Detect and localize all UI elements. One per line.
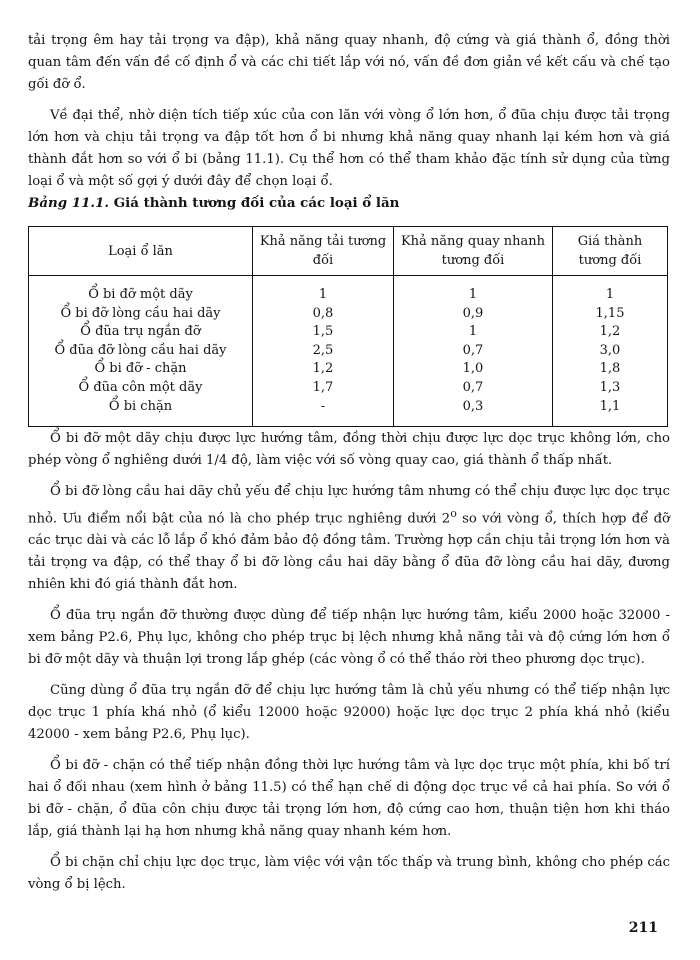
body-paragraph-5: Ổ bi đỡ - chặn có thể tiếp nhận đồng thời lực hướng tâm và lực dọc trục một phía, khi bố trí hai ổ đối nhau (xem hình ở bảng 11.5) có thể hạn chế di động dọc trục về cả hai phía. So với ổ bi đỡ - chặn, ổ đũa côn chịu được tải trọng lớn hơn, độ cứng cao hơn, thuận tiện hơn khi tháo lắp, giá thành lại hạ hơn nhưng khả năng quay nhanh kém hơn. bbox=[28, 758, 670, 840]
body-paragraph-4: Cũng dùng ổ đũa trụ ngắn đỡ để chịu lực hướng tâm là chủ yếu nhưng có thể tiếp nhận lực dọc trục 1 phía khá nhỏ (ổ kiểu 12000 hoặc 92000) hoặc lực dọc trục 2 phía khá nhỏ (kiểu 42000 - xem bảng P2.6, Phụ lục). bbox=[28, 683, 670, 743]
price-cell: 1 bbox=[605, 287, 615, 302]
degree-mark: o bbox=[450, 507, 457, 520]
header-speed: Khả năng quay nhanh tương đối bbox=[394, 227, 553, 276]
price-cell: 1,8 bbox=[599, 361, 621, 377]
price-cell: 1,15 bbox=[595, 305, 625, 321]
load-cell: 0,8 bbox=[312, 305, 334, 321]
intro-paragraph-2: Về đại thể, nhờ diện tích tiếp xúc của con lăn với vòng ổ lớn hơn, ổ đũa chịu được tải trọng lớn hơn và chịu tải trọng va đập tốt hơn ổ bi nhưng khả năng quay nhanh lại kém hơn và giá thành đắt hơn so với ổ bi (bảng 11.1). Cụ thể hơn có thể tham khảo đặc tính sử dụng của từng loại ổ và một số gợi ý dưới đây để chọn loại ổ. bbox=[28, 108, 670, 189]
load-cell: - bbox=[320, 398, 326, 414]
table-caption-label: Bảng 11.1. bbox=[28, 195, 110, 211]
body-paragraph-2-a: Ổ bi đỡ lòng cầu hai dãy chủ yếu để chịu lực hướng tâm nhưng có thể chịu được lực dọc trục nhỏ. Ưu điểm nổi bật của nó là cho phép trục nghiêng dưới 2 bbox=[28, 484, 670, 527]
type-cell: Ổ bi đỡ một dãy bbox=[88, 287, 193, 302]
header-type: Loại ổ lăn bbox=[29, 227, 253, 276]
header-load: Khả năng tải tương đối bbox=[253, 227, 394, 276]
speed-cell: 1,0 bbox=[462, 361, 484, 377]
page-number: 211 bbox=[628, 920, 658, 936]
load-cell: 2,5 bbox=[312, 342, 334, 358]
load-cell: 1,5 bbox=[312, 324, 334, 340]
col-speed bbox=[394, 276, 553, 427]
table-caption bbox=[28, 195, 399, 211]
col-types bbox=[29, 276, 253, 427]
speed-cell: 0,9 bbox=[462, 305, 484, 321]
intro-section bbox=[28, 30, 670, 202]
speed-cell: 1 bbox=[468, 324, 478, 340]
body-paragraph-2 bbox=[28, 481, 670, 596]
table-body-row bbox=[29, 276, 668, 427]
price-cell: 1,1 bbox=[599, 398, 621, 414]
price-cell: 1,2 bbox=[599, 324, 621, 340]
speed-cell: 0,3 bbox=[462, 398, 484, 414]
body-paragraph-6: Ổ bi chặn chỉ chịu lực dọc trục, làm việc với vận tốc thấp và trung bình, không cho phép các vòng ổ bị lệch. bbox=[28, 855, 670, 893]
price-cell: 3,0 bbox=[599, 342, 621, 358]
intro-paragraph-1: tải trọng êm hay tải trọng va đập), khả năng quay nhanh, độ cứng và giá thành ổ, đồng thời quan tâm đến vấn đề cố định ổ và các chi tiết lắp với nó, vấn đề đơn giản về kết cấu và chế tạo gối đỡ ổ. bbox=[28, 33, 670, 92]
col-price bbox=[553, 276, 668, 427]
type-cell: Ổ đũa trụ ngắn đỡ bbox=[80, 324, 201, 340]
col-load bbox=[253, 276, 394, 427]
table-header-row bbox=[29, 227, 668, 276]
body-paragraph-3: Ổ đũa trụ ngắn đỡ thường được dùng để tiếp nhận lực hướng tâm, kiểu 2000 hoặc 32000 - xem bảng P2.6, Phụ lục, không cho phép trục bị lệch nhưng khả năng tải và độ cứng lớn hơn ổ bi đỡ một dãy và thuận lợi trong lắp ghép (các vòng ổ có thể tháo rời theo phương dọc trục). bbox=[28, 608, 670, 668]
load-cell: 1 bbox=[318, 287, 328, 302]
price-cell: 1,3 bbox=[599, 379, 621, 395]
table-caption-title: Giá thành tương đối của các loại ổ lăn bbox=[113, 195, 400, 211]
load-cell: 1,7 bbox=[312, 379, 334, 395]
type-cell: Ổ bi đỡ - chặn bbox=[94, 361, 187, 377]
bearing-table bbox=[28, 226, 668, 427]
type-cell: Ổ bi đỡ lòng cầu hai dãy bbox=[60, 305, 221, 321]
speed-cell: 1 bbox=[468, 287, 478, 302]
body-paragraph-1: Ổ bi đỡ một dãy chịu được lực hướng tâm, đồng thời chịu được lực dọc trục không lớn, cho phép vòng ổ nghiêng dưới 1/4 độ, làm việc với số vòng quay cao, giá thành ổ thấp nhất. bbox=[28, 431, 670, 468]
body-paragraph-2-b: so với vòng ổ, thích hợp để đỡ các trục dài và các lỗ lắp ổ khó đảm bảo độ đồng tâm. Trường hợp cần chịu tải trọng lớn hơn và tải trọng va đập, có thể thay ổ bi đỡ lòng cầu hai dãy bằng ổ đũa đỡ lòng cầu hai dãy, đương nhiên khi đó giá thành đắt hơn. bbox=[28, 511, 670, 593]
load-cell: 1,2 bbox=[312, 361, 334, 377]
type-cell: Ổ bi chặn bbox=[108, 398, 173, 414]
header-price: Giá thành tương đối bbox=[553, 227, 668, 276]
body-section bbox=[28, 428, 670, 905]
type-cell: Ổ đũa côn một dãy bbox=[78, 379, 203, 395]
speed-cell: 0,7 bbox=[462, 379, 484, 395]
type-cell: Ổ đũa đỡ lòng cầu hai dãy bbox=[54, 342, 227, 358]
speed-cell: 0,7 bbox=[462, 342, 484, 358]
